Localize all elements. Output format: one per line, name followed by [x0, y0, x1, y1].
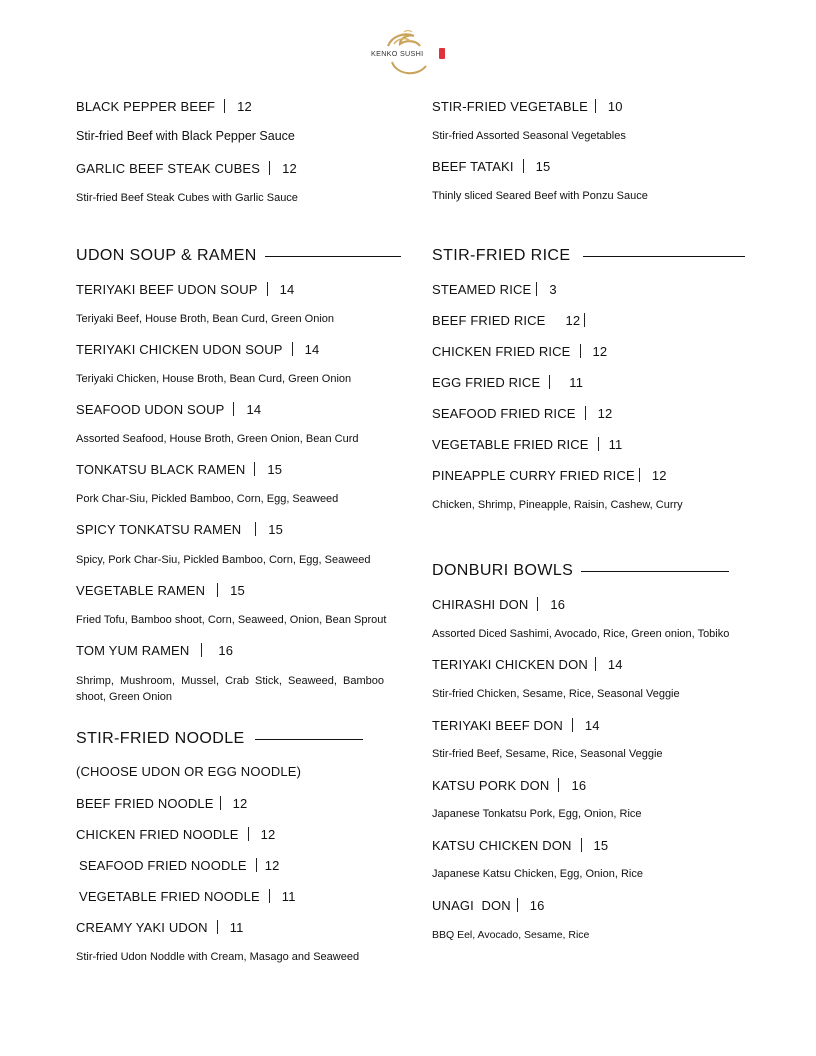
- menu-item-price: 11: [281, 888, 296, 904]
- menu-item-description: Stir-fried Assorted Seasonal Vegetables: [432, 130, 626, 142]
- menu-item-description: Stir-fried Chicken, Sesame, Rice, Seasonal Veggie: [432, 688, 680, 700]
- menu-item-description: Shrimp, Mushroom, Mussel, Crab Stick, Seaweed, Bamboo shoot, Green Onion: [76, 675, 384, 703]
- menu-item-price: 15: [268, 521, 284, 537]
- menu-item-name: VEGETABLE FRIED RICE: [432, 436, 589, 452]
- section-header-udon: [76, 246, 401, 266]
- divider: [584, 313, 585, 327]
- menu-item-price: 12: [565, 312, 581, 328]
- header-rule: [581, 571, 729, 572]
- divider: [267, 282, 268, 296]
- divider: [255, 522, 256, 536]
- menu-item-description: Thinly sliced Seared Beef with Ponzu Sauce: [432, 190, 648, 202]
- kenko-sushi-logo: [366, 28, 450, 82]
- menu-item-name: CREAMY YAKI UDON: [76, 919, 208, 935]
- divider: [517, 898, 518, 912]
- divider: [217, 920, 218, 934]
- menu-item-name: STEAMED RICE: [432, 281, 532, 297]
- menu-item-description: Assorted Seafood, House Broth, Green Onion, Bean Curd: [76, 433, 359, 445]
- divider: [254, 462, 255, 476]
- divider: [224, 99, 225, 113]
- menu-item-price: 14: [584, 717, 600, 733]
- menu-item: [76, 582, 245, 598]
- menu-item-name: CHICKEN FRIED RICE: [432, 343, 571, 359]
- menu-item-price: 12: [237, 98, 252, 114]
- menu-item-description: Stir-fried Beef with Black Pepper Sauce: [76, 129, 295, 143]
- menu-item-price: 12: [282, 160, 297, 176]
- divider: [580, 344, 581, 358]
- section-header-rice: [432, 246, 745, 266]
- menu-item-price: 15: [593, 837, 609, 853]
- menu-item: [432, 717, 600, 733]
- menu-item-description: Pork Char-Siu, Pickled Bamboo, Corn, Egg, Seaweed: [76, 493, 339, 505]
- menu-item-name: TERIYAKI BEEF UDON SOUP: [76, 281, 258, 297]
- menu-item: [432, 312, 585, 328]
- menu-item-price: 15: [267, 461, 283, 477]
- divider: [217, 583, 218, 597]
- divider: [558, 778, 559, 792]
- section-title: UDON SOUP & RAMEN: [76, 247, 257, 264]
- section-title: STIR-FRIED NOODLE: [76, 730, 245, 747]
- menu-item-price: 11: [608, 436, 623, 452]
- menu-item-description: Spicy, Pork Char-Siu, Pickled Bamboo, Corn, Egg, Seaweed: [76, 554, 371, 566]
- menu-item-name: SEAFOOD UDON SOUP: [76, 401, 225, 417]
- header-rule: [255, 739, 363, 740]
- divider: [595, 99, 596, 113]
- menu-item-description: Stir-fried Beef, Sesame, Rice, Seasonal Veggie: [432, 748, 663, 760]
- menu-item-description: Japanese Katsu Chicken, Egg, Onion, Rice: [432, 868, 643, 880]
- divider: [523, 159, 524, 173]
- menu-item: [76, 919, 244, 935]
- menu-item: [76, 160, 297, 176]
- menu-item-price: 14: [304, 341, 320, 357]
- divider: [639, 468, 640, 482]
- menu-item-name: VEGETABLE FRIED NOODLE: [79, 888, 260, 904]
- divider: [201, 643, 202, 657]
- menu-item: [76, 521, 283, 537]
- menu-item-price: 11: [229, 919, 244, 935]
- divider: [536, 282, 537, 296]
- menu-item: [432, 98, 623, 114]
- menu-item-price: 12: [260, 826, 276, 842]
- menu-item-name: TERIYAKI CHICKEN UDON SOUP: [76, 341, 283, 357]
- menu-item-name: CHICKEN FRIED NOODLE: [76, 826, 239, 842]
- header-rule: [265, 256, 401, 257]
- menu-item-name: EGG FRIED RICE: [432, 374, 541, 390]
- menu-item-price: 16: [550, 596, 566, 612]
- divider: [256, 858, 257, 872]
- logo-red-stamp: [439, 48, 445, 59]
- divider: [572, 718, 573, 732]
- section-title: STIR-FRIED RICE: [432, 247, 571, 264]
- menu-item-name: STIR-FRIED VEGETABLE: [432, 98, 588, 114]
- menu-item-price: 12: [651, 467, 667, 483]
- menu-item: [432, 777, 586, 793]
- menu-item: [76, 281, 294, 297]
- section-title: DONBURI BOWLS: [432, 562, 574, 579]
- menu-item: [76, 401, 261, 417]
- menu-item-price: 12: [264, 857, 280, 873]
- divider: [537, 597, 538, 611]
- menu-item-name: TERIYAKI CHICKEN DON: [432, 656, 588, 672]
- divider: [549, 375, 550, 389]
- menu-item: [432, 656, 623, 672]
- menu-item-description: BBQ Eel, Avocado, Sesame, Rice: [432, 929, 590, 941]
- menu-item-price: 16: [571, 777, 587, 793]
- menu-item-name: TONKATSU BLACK RAMEN: [76, 461, 246, 477]
- section-header-donburi: [432, 561, 729, 581]
- menu-item-description: Japanese Tonkatsu Pork, Egg, Onion, Rice: [432, 808, 642, 820]
- header-rule: [583, 256, 745, 257]
- logo-brand-text: KENKO SUSHI: [371, 49, 424, 58]
- menu-item-price: 12: [592, 343, 608, 359]
- divider: [595, 657, 596, 671]
- divider: [581, 838, 582, 852]
- menu-item: [432, 436, 622, 452]
- menu-item: [432, 281, 557, 297]
- menu-item: [76, 98, 252, 114]
- menu-item: [432, 596, 565, 612]
- menu-item-name: KATSU CHICKEN DON: [432, 837, 572, 853]
- menu-item: [432, 405, 612, 421]
- menu-item-name: BEEF FRIED RICE: [432, 312, 546, 328]
- divider: [292, 342, 293, 356]
- menu-item-price: 14: [246, 401, 262, 417]
- menu-item-name: SPICY TONKATSU RAMEN: [76, 521, 242, 537]
- menu-item-name: BEEF TATAKI: [432, 158, 514, 174]
- menu-item-name: VEGETABLE RAMEN: [76, 582, 206, 598]
- menu-item-name: SEAFOOD FRIED NOODLE: [79, 857, 247, 873]
- divider: [248, 827, 249, 841]
- menu-item: [76, 341, 319, 357]
- menu-item-name: UNAGI DON: [432, 897, 511, 913]
- divider: [269, 889, 270, 903]
- menu-item-price: 14: [279, 281, 295, 297]
- menu-item-name: CHIRASHI DON: [432, 596, 529, 612]
- menu-item-description: Assorted Diced Sashimi, Avocado, Rice, Green onion, Tobiko: [432, 628, 730, 640]
- divider: [220, 796, 221, 810]
- menu-item: [76, 642, 233, 658]
- menu-item-price: 12: [232, 795, 248, 811]
- menu-item: [432, 837, 608, 853]
- menu-item-price: 12: [597, 405, 613, 421]
- menu-item-description: Teriyaki Beef, House Broth, Bean Curd, Green Onion: [76, 313, 335, 325]
- divider: [269, 161, 270, 175]
- menu-item-name: TOM YUM RAMEN: [76, 642, 190, 658]
- menu-item: [432, 897, 545, 913]
- menu-item-name: GARLIC BEEF STEAK CUBES: [76, 160, 261, 176]
- menu-item-description: Teriyaki Chicken, House Broth, Bean Curd, Green Onion: [76, 373, 352, 385]
- menu-item: [432, 343, 607, 359]
- menu-item-description: Stir-fried Udon Noddle with Cream, Masago and Seaweed: [76, 951, 360, 963]
- menu-item: [432, 158, 550, 174]
- menu-item: [432, 374, 583, 390]
- menu-item: [79, 857, 279, 873]
- menu-item-description: Fried Tofu, Bamboo shoot, Corn, Seaweed, Onion, Bean Sprout: [76, 614, 387, 626]
- menu-item-name: BEEF FRIED NOODLE: [76, 795, 214, 811]
- menu-item-name: TERIYAKI BEEF DON: [432, 717, 563, 733]
- menu-item: [76, 795, 247, 811]
- menu-item-price: 3: [549, 281, 557, 297]
- menu-item-name: SEAFOOD FRIED RICE: [432, 405, 576, 421]
- menu-item-description: Stir-fried Beef Steak Cubes with Garlic Sauce: [76, 192, 298, 204]
- section-note: (CHOOSE UDON OR EGG NOODLE): [76, 764, 302, 779]
- menu-item-price: 14: [607, 656, 623, 672]
- menu-item-name: KATSU PORK DON: [432, 777, 550, 793]
- menu-item-price: 11: [569, 374, 584, 390]
- menu-item-price: 15: [535, 158, 551, 174]
- section-header-noodle: [76, 729, 363, 749]
- menu-item-name: PINEAPPLE CURRY FRIED RICE: [432, 467, 635, 483]
- menu-item-price: 10: [607, 98, 623, 114]
- menu-item-price: 15: [230, 582, 245, 598]
- divider: [585, 406, 586, 420]
- menu-item: [76, 461, 282, 477]
- menu-item-price: 16: [529, 897, 545, 913]
- menu-item-price: 16: [218, 642, 234, 658]
- menu-item-description: Chicken, Shrimp, Pineapple, Raisin, Cashew, Curry: [432, 499, 683, 511]
- divider: [598, 437, 599, 451]
- menu-item: [76, 826, 275, 842]
- divider: [233, 402, 234, 416]
- menu-item-name: BLACK PEPPER BEEF: [76, 98, 216, 114]
- menu-item: [432, 467, 667, 483]
- menu-item: [79, 888, 296, 904]
